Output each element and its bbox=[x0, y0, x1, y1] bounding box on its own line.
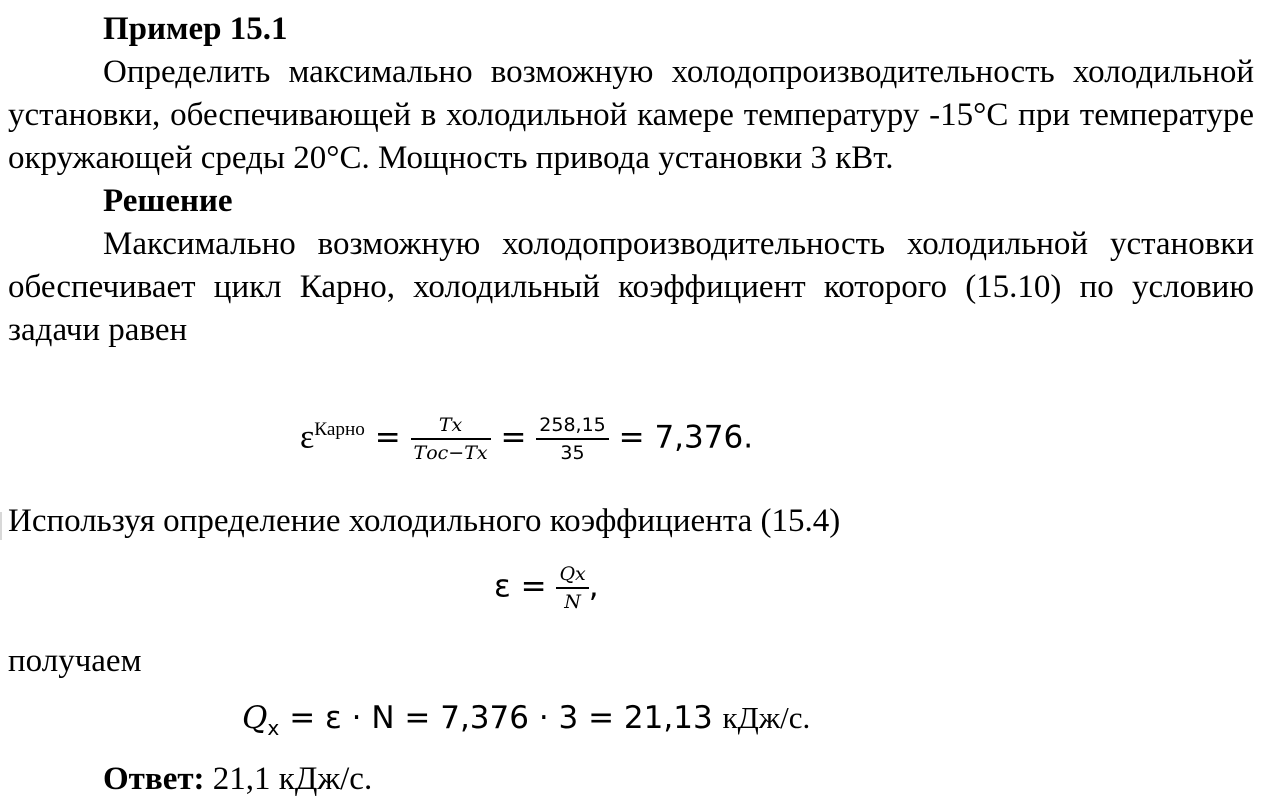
epsilon-symbol: ε bbox=[300, 418, 315, 456]
solution-paragraph-1: Максимально возможную холодопроизводительность холодильной установки обеспечивает цикл Карно, холодильный коэффициент которого (15.10) по условию задачи равен bbox=[8, 226, 1254, 348]
carnot-result: = 7,376. bbox=[608, 419, 754, 456]
calculation-body: = ε · N = 7,376 · 3 = 21,13 bbox=[279, 700, 723, 736]
solution-paragraph-3: получаем bbox=[8, 643, 142, 679]
q-variable: Q bbox=[242, 700, 268, 736]
epsilon-definition-equation bbox=[494, 562, 599, 614]
fraction-numerator: Qх bbox=[556, 562, 588, 589]
q-subscript: х bbox=[267, 716, 280, 741]
equals-sign: = bbox=[490, 419, 537, 456]
fraction-denominator: Tос−Tх bbox=[413, 441, 488, 464]
problem-statement: Определить максимально возможную холодопроизводительность холодильной установки, обеспечивающей в холодильной камере температуру -15°С при температуре окружающей среды 20°С. Мощность привода установки 3 кВт. bbox=[8, 54, 1254, 176]
fraction-denominator: 35 bbox=[560, 441, 585, 464]
fraction-denominator: N bbox=[564, 591, 581, 613]
fraction-temperature bbox=[411, 413, 491, 465]
fraction-q-over-n bbox=[556, 562, 588, 614]
document-page bbox=[8, 8, 1254, 352]
answer-line bbox=[103, 758, 372, 801]
epsilon-lhs: ε = bbox=[494, 568, 557, 605]
fraction-numerator: Tх bbox=[411, 413, 491, 440]
fraction-numeric bbox=[536, 413, 608, 465]
carnot-superscript: Карно bbox=[314, 419, 365, 440]
equals-sign: = bbox=[364, 419, 411, 456]
answer-value: 21,1 кДж/с. bbox=[204, 761, 373, 797]
example-title: Пример 15.1 bbox=[103, 11, 288, 47]
cooling-capacity-equation bbox=[242, 696, 810, 750]
solution-heading: Решение bbox=[103, 183, 233, 219]
margin-marker bbox=[0, 512, 2, 540]
result-unit: кДж/с. bbox=[722, 700, 811, 735]
fraction-numerator: 258,15 bbox=[536, 413, 608, 440]
answer-label: Ответ: bbox=[103, 761, 205, 797]
carnot-equation bbox=[300, 408, 753, 465]
equation-comma: , bbox=[588, 568, 599, 605]
solution-paragraph-2: Используя определение холодильного коэффициента (15.4) bbox=[8, 503, 841, 539]
